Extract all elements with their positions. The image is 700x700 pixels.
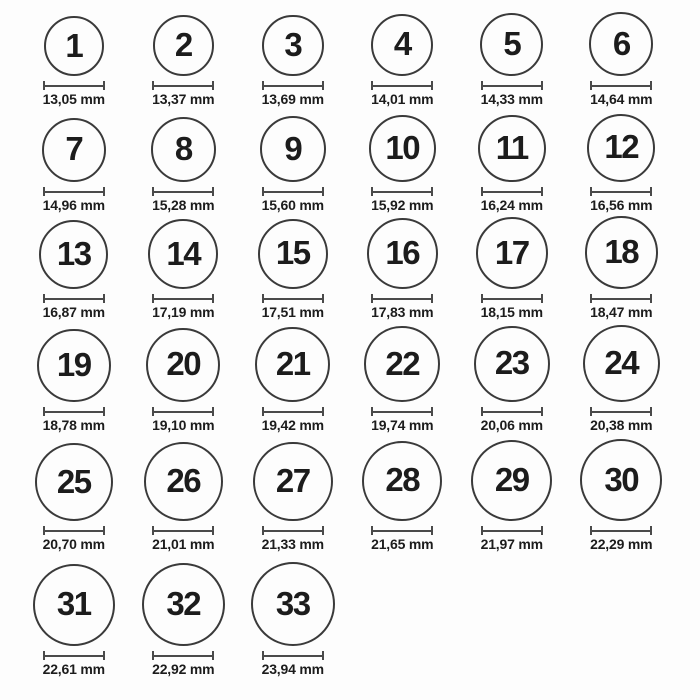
ring-size-cell [19, 564, 129, 678]
diameter-ruler [371, 407, 433, 416]
ring-size-number: 13 [56, 235, 91, 272]
ring-size-number: 3 [284, 25, 302, 63]
diameter-label: 14,64 mm [590, 91, 653, 107]
diameter-ruler [43, 81, 105, 90]
diameter-ruler-line [154, 530, 212, 532]
diameter-ruler [262, 187, 324, 196]
ring-circle [260, 116, 326, 182]
diameter-label: 21,65 mm [371, 536, 434, 552]
ring-size-number: 29 [494, 461, 529, 498]
diameter-label: 20,38 mm [590, 417, 653, 433]
diameter-ruler-line [592, 298, 650, 300]
diameter-ruler [262, 407, 324, 416]
diameter-label: 21,97 mm [480, 536, 543, 552]
diameter-ruler-line [45, 191, 103, 193]
diameter-label: 20,70 mm [42, 536, 105, 552]
ring-size-cell [19, 118, 129, 214]
diameter-ruler-line [154, 191, 212, 193]
diameter-ruler [43, 407, 105, 416]
ring-size-cell [238, 116, 348, 213]
diameter-ruler-line [154, 655, 212, 657]
diameter-label: 14,01 mm [371, 91, 434, 107]
ring-circle [251, 562, 335, 646]
ring-circle [480, 13, 543, 76]
diameter-label: 23,94 mm [261, 661, 324, 677]
ring-circle [44, 16, 104, 76]
diameter-ruler-line [264, 530, 322, 532]
diameter-label: 19,10 mm [152, 417, 215, 433]
ring-circle [33, 564, 116, 647]
ring-size-number: 18 [604, 233, 639, 271]
ring-size-cell [348, 218, 458, 320]
diameter-ruler [481, 526, 543, 535]
ring-size-cell [238, 442, 348, 553]
diameter-label: 22,29 mm [590, 536, 653, 552]
diameter-ruler-line [264, 655, 322, 657]
diameter-ruler [152, 407, 214, 416]
diameter-label: 13,69 mm [261, 91, 324, 107]
diameter-ruler [262, 651, 324, 660]
diameter-ruler [43, 187, 105, 196]
ring-size-cell [19, 16, 129, 107]
ring-circle [471, 440, 552, 521]
diameter-ruler-line [154, 411, 212, 413]
ring-size-number: 19 [56, 345, 91, 383]
ring-circle [367, 218, 438, 289]
ring-size-number: 17 [494, 233, 529, 271]
ring-size-cell [129, 15, 239, 107]
diameter-label: 15,60 mm [261, 197, 324, 213]
ring-size-cell [348, 326, 458, 433]
ring-size-number: 10 [385, 129, 420, 167]
ring-size-cell [129, 563, 239, 677]
ring-circle [258, 219, 329, 290]
diameter-label: 20,06 mm [480, 417, 543, 433]
ring-circle [35, 443, 113, 521]
ring-circle [478, 115, 546, 183]
diameter-ruler [590, 407, 652, 416]
diameter-ruler [152, 526, 214, 535]
diameter-label: 16,87 mm [42, 304, 105, 320]
diameter-ruler-line [45, 655, 103, 657]
diameter-ruler [371, 81, 433, 90]
diameter-label: 17,19 mm [152, 304, 215, 320]
diameter-label: 19,74 mm [371, 417, 434, 433]
diameter-ruler [481, 407, 543, 416]
ring-circle [39, 220, 108, 289]
ring-circle [42, 118, 107, 183]
ring-size-cell [19, 329, 129, 434]
ring-size-number: 5 [503, 25, 521, 62]
ring-size-cell [238, 327, 348, 433]
diameter-ruler [262, 526, 324, 535]
diameter-ruler-line [264, 298, 322, 300]
diameter-ruler [152, 187, 214, 196]
diameter-ruler [481, 187, 543, 196]
diameter-ruler-line [264, 191, 322, 193]
ring-size-cell [129, 117, 239, 213]
diameter-label: 13,37 mm [152, 91, 215, 107]
diameter-label: 15,28 mm [152, 197, 215, 213]
ring-circle [476, 217, 548, 289]
diameter-ruler-line [373, 411, 431, 413]
ring-size-cell [238, 15, 348, 108]
diameter-label: 18,47 mm [590, 304, 653, 320]
ring-size-number: 15 [275, 234, 310, 272]
diameter-label: 17,51 mm [261, 304, 324, 320]
diameter-label: 14,33 mm [480, 91, 543, 107]
ring-size-number: 20 [166, 345, 201, 383]
diameter-ruler-line [264, 411, 322, 413]
ring-circle [262, 15, 324, 77]
diameter-ruler [152, 651, 214, 660]
diameter-label: 13,05 mm [42, 91, 105, 107]
diameter-label: 22,92 mm [152, 661, 215, 677]
ring-circle [37, 329, 111, 403]
diameter-ruler-line [483, 298, 541, 300]
ring-size-number: 16 [385, 233, 420, 271]
ring-size-number: 23 [494, 344, 529, 382]
ring-size-number: 9 [284, 129, 302, 167]
diameter-ruler-line [154, 85, 212, 87]
ring-size-cell [348, 441, 458, 552]
diameter-ruler [262, 294, 324, 303]
ring-circle [585, 216, 658, 289]
ring-circle [583, 325, 660, 402]
diameter-label: 16,24 mm [480, 197, 543, 213]
ring-size-number: 11 [495, 128, 528, 166]
diameter-ruler [152, 294, 214, 303]
ring-circle [369, 115, 436, 182]
diameter-label: 22,61 mm [42, 661, 105, 677]
diameter-ruler-line [45, 298, 103, 300]
ring-size-cell [129, 219, 239, 320]
diameter-label: 16,56 mm [590, 197, 653, 213]
diameter-ruler-line [483, 530, 541, 532]
ring-size-number: 7 [65, 130, 83, 168]
diameter-ruler [481, 294, 543, 303]
diameter-ruler-line [592, 191, 650, 193]
diameter-label: 18,78 mm [42, 417, 105, 433]
ring-size-number: 25 [56, 462, 91, 500]
diameter-ruler [590, 526, 652, 535]
ring-circle [255, 327, 330, 402]
diameter-ruler-line [592, 85, 650, 87]
ring-size-cell [238, 562, 348, 677]
ring-circle [364, 326, 440, 402]
diameter-ruler [43, 526, 105, 535]
ring-size-number: 14 [166, 234, 201, 272]
diameter-label: 19,42 mm [261, 417, 324, 433]
diameter-ruler [590, 294, 652, 303]
diameter-label: 17,83 mm [371, 304, 434, 320]
ring-size-cell [457, 326, 567, 434]
ring-circle [142, 563, 225, 646]
diameter-ruler-line [483, 411, 541, 413]
diameter-ruler [590, 187, 652, 196]
diameter-ruler-line [264, 85, 322, 87]
diameter-ruler-line [45, 85, 103, 87]
ring-size-number: 22 [385, 344, 420, 382]
ring-circle [144, 442, 223, 521]
ring-circle [474, 326, 551, 403]
diameter-ruler-line [483, 191, 541, 193]
ring-size-cell [19, 220, 129, 320]
diameter-ruler [152, 81, 214, 90]
ring-size-number: 33 [275, 584, 310, 622]
ring-size-number: 2 [174, 26, 192, 64]
ring-size-cell [19, 443, 129, 552]
diameter-ruler [371, 526, 433, 535]
diameter-ruler [371, 187, 433, 196]
ring-size-number: 32 [166, 584, 201, 622]
ring-size-number: 30 [604, 460, 639, 498]
ring-size-cell [457, 13, 567, 107]
ring-size-cell [348, 14, 458, 107]
ring-size-cell [567, 325, 677, 433]
ring-size-cell [129, 442, 239, 552]
diameter-ruler-line [373, 298, 431, 300]
ring-size-number: 4 [393, 25, 411, 63]
ring-circle [151, 117, 216, 182]
diameter-ruler-line [373, 191, 431, 193]
ring-size-number: 26 [166, 462, 201, 500]
ring-size-cell [348, 115, 458, 213]
ring-size-number: 6 [612, 24, 630, 62]
diameter-ruler-line [592, 530, 650, 532]
diameter-ruler-line [45, 530, 103, 532]
ring-size-cell [567, 114, 677, 213]
diameter-label: 21,33 mm [261, 536, 324, 552]
ring-size-number: 1 [65, 26, 83, 64]
diameter-ruler [371, 294, 433, 303]
diameter-ruler-line [373, 85, 431, 87]
ring-size-number: 12 [604, 128, 639, 166]
diameter-ruler [43, 294, 105, 303]
diameter-ruler [590, 81, 652, 90]
ring-circle [589, 12, 653, 76]
diameter-label: 14,96 mm [42, 197, 105, 213]
diameter-ruler-line [592, 411, 650, 413]
ring-circle [362, 441, 442, 521]
ring-size-cell [457, 440, 567, 552]
ring-size-number: 21 [275, 345, 310, 382]
ring-size-number: 8 [174, 129, 192, 167]
diameter-ruler-line [154, 298, 212, 300]
ring-size-cell [567, 12, 677, 107]
ring-circle [580, 439, 662, 521]
ring-size-number: 24 [604, 343, 639, 381]
diameter-ruler-line [45, 411, 103, 413]
ring-circle [153, 15, 214, 76]
diameter-ruler [43, 651, 105, 660]
ring-size-cell [129, 328, 239, 433]
ring-size-cell [567, 439, 677, 552]
diameter-label: 21,01 mm [152, 536, 215, 552]
ring-circle [148, 219, 218, 289]
ring-size-number: 28 [385, 461, 420, 499]
ring-size-cell [238, 219, 348, 321]
ring-circle [587, 114, 655, 182]
diameter-ruler [481, 81, 543, 90]
diameter-ruler [262, 81, 324, 90]
ring-circle [146, 328, 220, 402]
diameter-ruler-line [373, 530, 431, 532]
ring-circle [371, 14, 433, 76]
ring-size-cell [567, 216, 677, 320]
ring-size-number: 31 [56, 585, 91, 623]
ring-size-cell [457, 115, 567, 214]
diameter-label: 18,15 mm [480, 304, 543, 320]
ring-size-cell [457, 217, 567, 320]
diameter-ruler-line [483, 85, 541, 87]
ring-circle [253, 442, 333, 522]
ring-size-number: 27 [275, 461, 310, 499]
diameter-label: 15,92 mm [371, 197, 434, 213]
